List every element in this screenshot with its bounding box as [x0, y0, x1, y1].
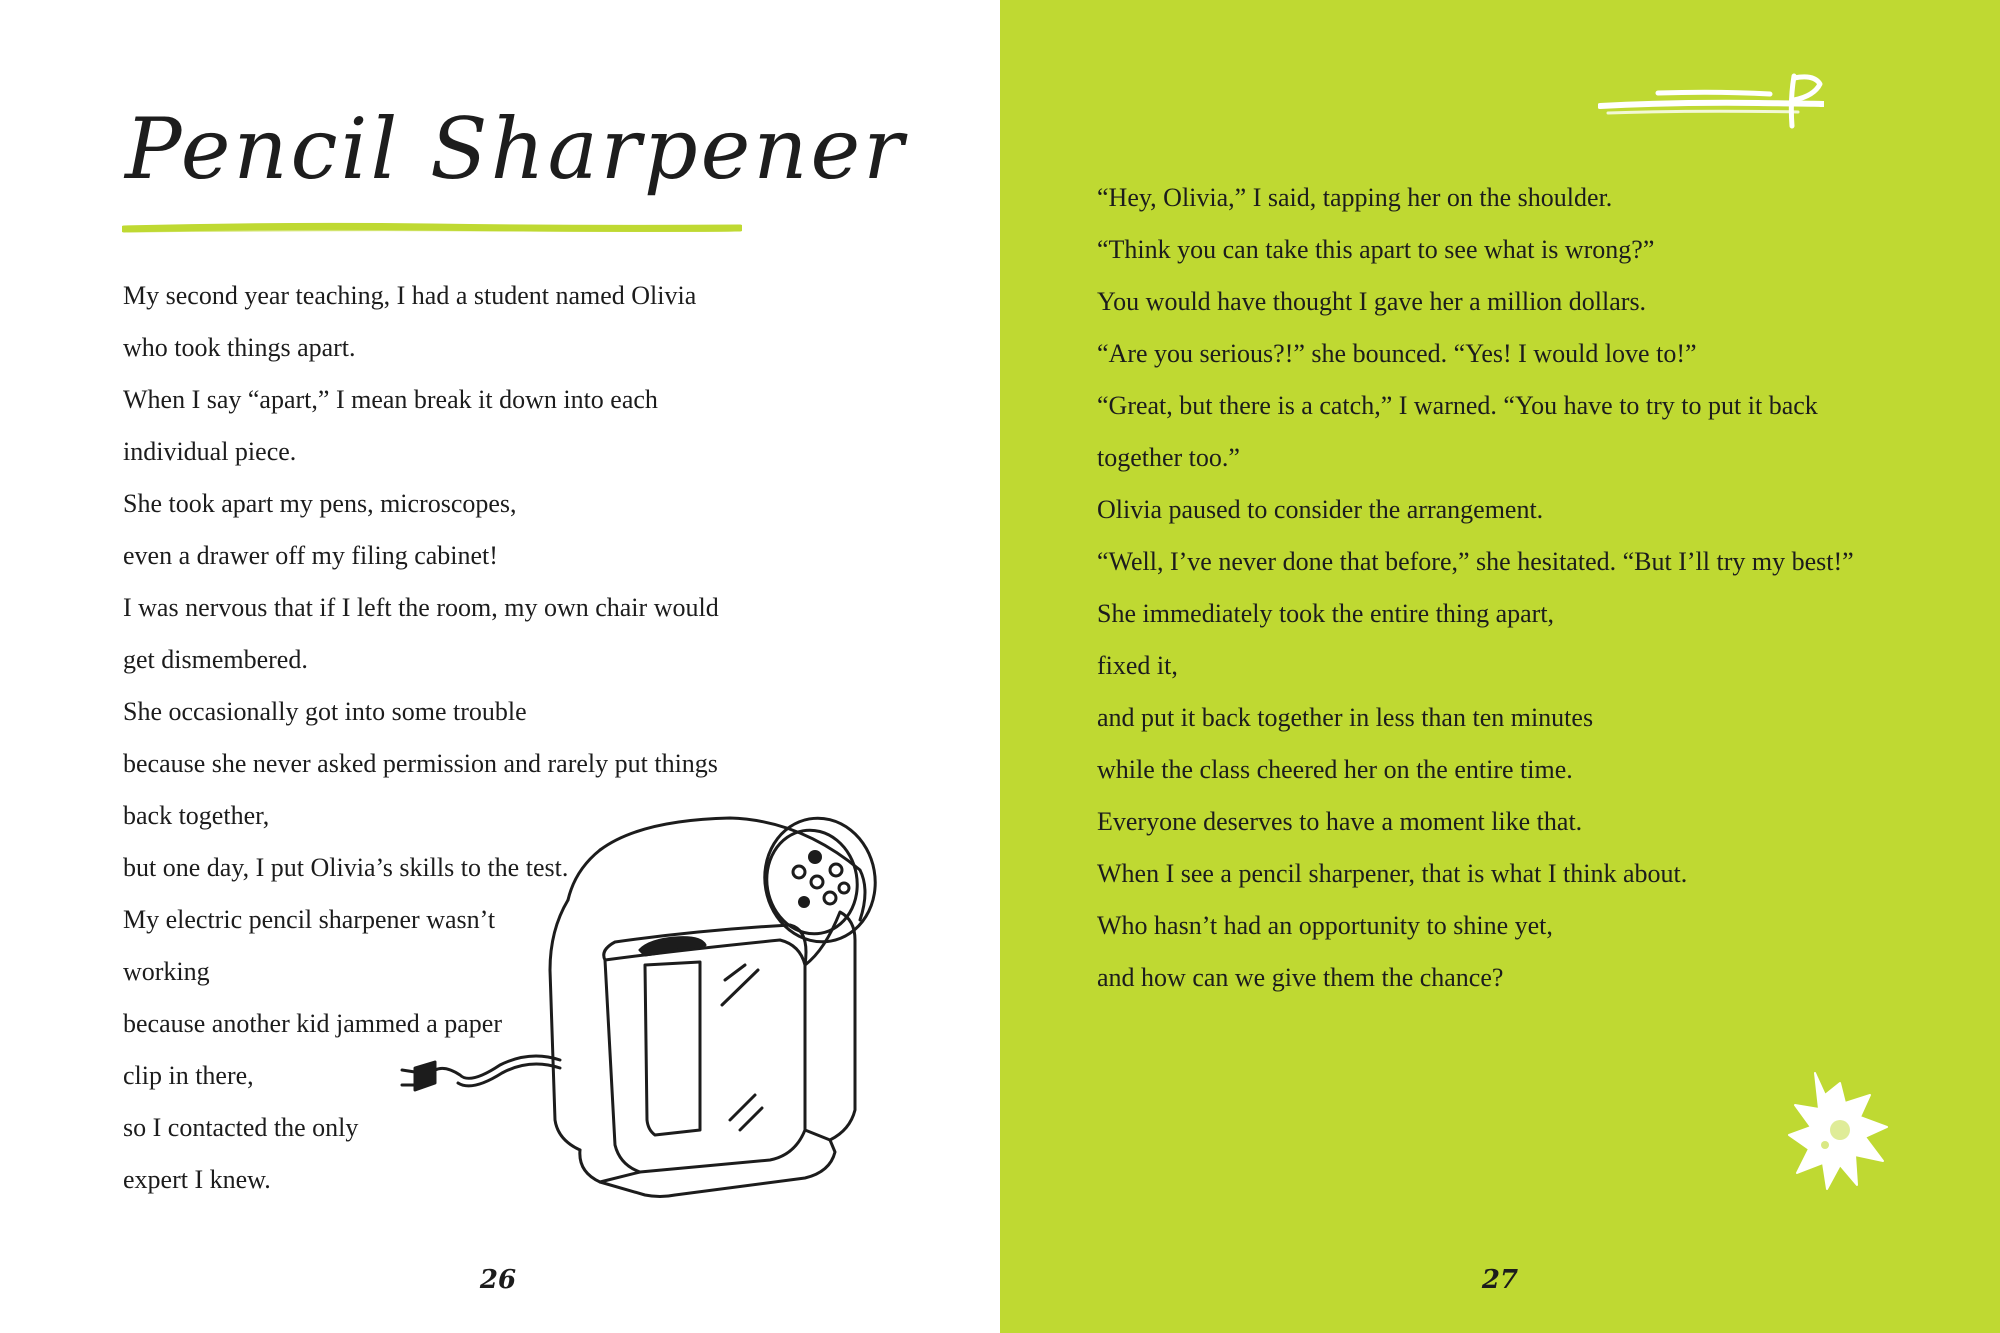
text-line: and how can we give them the chance?	[1097, 963, 1504, 992]
chalk-sprout-icon	[1778, 70, 1828, 130]
text-line: while the class cheered her on the entire time.	[1097, 755, 1573, 784]
page-number: 27	[1481, 1265, 1519, 1295]
text-line: She immediately took the entire thing apart,	[1097, 599, 1555, 628]
chalk-splat-icon	[1785, 1065, 1895, 1195]
text-line: My electric pencil sharpener wasn’t	[123, 905, 496, 934]
text-line: You would have thought I gave her a million dollars.	[1097, 287, 1647, 316]
text-line: She took apart my pens, microscopes,	[123, 489, 517, 518]
text-line: individual piece.	[123, 437, 297, 466]
title-underline	[122, 220, 742, 236]
text-line: “Are you serious?!” she bounced. “Yes! I would love to!”	[1097, 339, 1697, 368]
text-line: because she never asked permission and rarely put things	[123, 749, 718, 778]
text-line: “Well, I’ve never done that before,” she hesitated. “But I’ll try my best!”	[1097, 547, 1854, 576]
text-line: Who hasn’t had an opportunity to shine yet,	[1097, 911, 1553, 940]
text-line: clip in there,	[123, 1061, 254, 1090]
pencil-sharpener-illustration	[400, 800, 940, 1200]
text-line: expert I knew.	[123, 1165, 271, 1194]
text-line: She occasionally got into some trouble	[123, 697, 527, 726]
page-title: Pencil Sharpener	[125, 100, 907, 198]
text-line: I was nervous that if I left the room, my own chair would	[123, 593, 719, 622]
text-line: who took things apart.	[123, 333, 356, 362]
page-number: 26	[479, 1265, 517, 1295]
text-line: Olivia paused to consider the arrangement.	[1097, 495, 1544, 524]
text-line: even a drawer off my filing cabinet!	[123, 541, 498, 570]
text-line: but one day, I put Olivia’s skills to the test.	[123, 853, 569, 882]
text-line: and put it back together in less than ten minutes	[1097, 703, 1594, 732]
text-line: When I see a pencil sharpener, that is what I think about.	[1097, 859, 1688, 888]
text-line: because another kid jammed a paper	[123, 1009, 502, 1038]
text-line: fixed it,	[1097, 651, 1178, 680]
text-line: Everyone deserves to have a moment like that.	[1097, 807, 1583, 836]
text-line: When I say “apart,” I mean break it down into each	[123, 385, 658, 414]
text-line: back together,	[123, 801, 270, 830]
text-line: “Hey, Olivia,” I said, tapping her on the shoulder.	[1097, 183, 1613, 212]
text-line: get dismembered.	[123, 645, 308, 674]
text-line: My second year teaching, I had a student named Olivia	[123, 281, 697, 310]
text-line: “Great, but there is a catch,” I warned. “You have to try to put it back	[1097, 391, 1818, 420]
text-line: “Think you can take this apart to see what is wrong?”	[1097, 235, 1655, 264]
right-page-text	[1097, 172, 1854, 1004]
text-line: together too.”	[1097, 443, 1240, 472]
text-line: working	[123, 957, 210, 986]
text-line: so I contacted the only	[123, 1113, 359, 1142]
